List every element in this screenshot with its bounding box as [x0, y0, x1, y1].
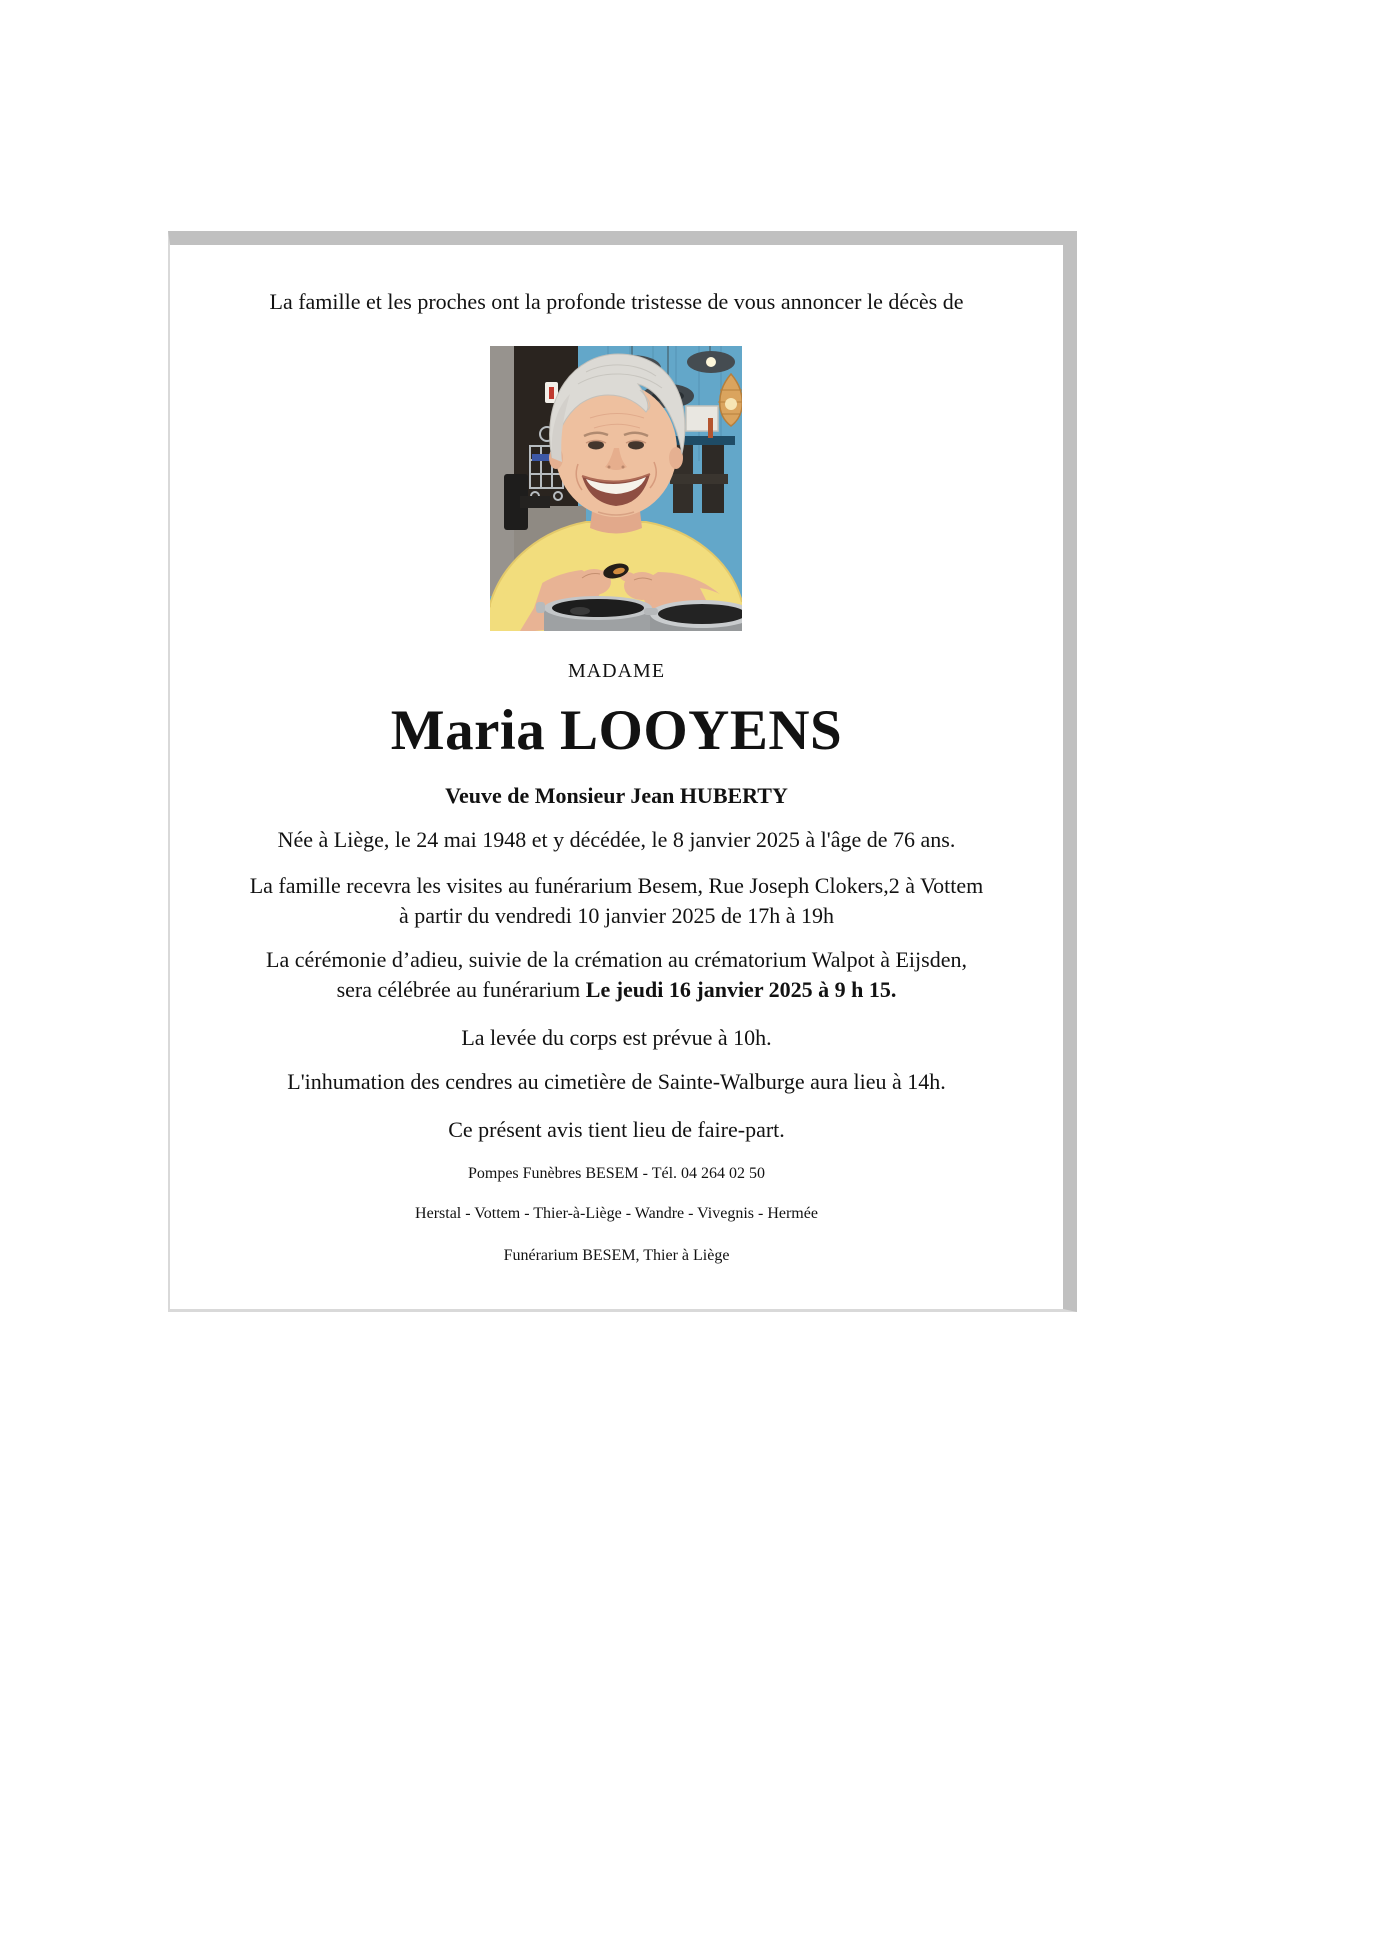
visits-line-1: La famille recevra les visites au funérarium Besem, Rue Joseph Clokers,2 à Vottem [249, 873, 984, 898]
avis-line: Ce présent avis tient lieu de faire-part. [448, 1117, 785, 1142]
honorific-label: MADAME [567, 660, 666, 682]
ceremony-date-bold: Le jeudi 16 janvier 2025 à 9 h 15. [585, 977, 897, 1002]
levee-line: La levée du corps est prévue à 10h. [461, 1025, 772, 1050]
visits-paragraph [170, 871, 1063, 931]
ceremony-line-1: La cérémonie d’adieu, suivie de la crémation au crématorium Walpot à Eijsden, [266, 947, 967, 972]
footer-funeral-home: Pompes Funèbres BESEM - Tél. 04 264 02 50 [467, 1165, 766, 1182]
announcement-card [168, 231, 1077, 1312]
intro-text: La famille et les proches ont la profonde tristesse de vous annoncer le décès de [269, 289, 964, 314]
footer-locations: Herstal - Vottem - Thier-à-Liège - Wandre - Vivegnis - Hermée [415, 1205, 818, 1222]
relation-line: Veuve de Monsieur Jean HUBERTY [445, 783, 788, 808]
footer-funerarium: Funérarium BESEM, Thier à Liège [503, 1247, 730, 1264]
inhumation-line: L'inhumation des cendres au cimetière de Sainte-Walburge aura lieu à 14h. [287, 1069, 946, 1094]
deceased-name: Maria LOOYENS [390, 699, 843, 762]
ceremony-paragraph [170, 945, 1063, 1005]
ceremony-line-2-regular: sera célébrée au funérarium [336, 977, 586, 1002]
visits-line-2: à partir du vendredi 10 janvier 2025 de 17h à 19h [399, 903, 834, 928]
life-dates-line: Née à Liège, le 24 mai 1948 et y décédée, le 8 janvier 2025 à l'âge de 76 ans. [277, 827, 956, 852]
portrait-photo [490, 346, 742, 631]
